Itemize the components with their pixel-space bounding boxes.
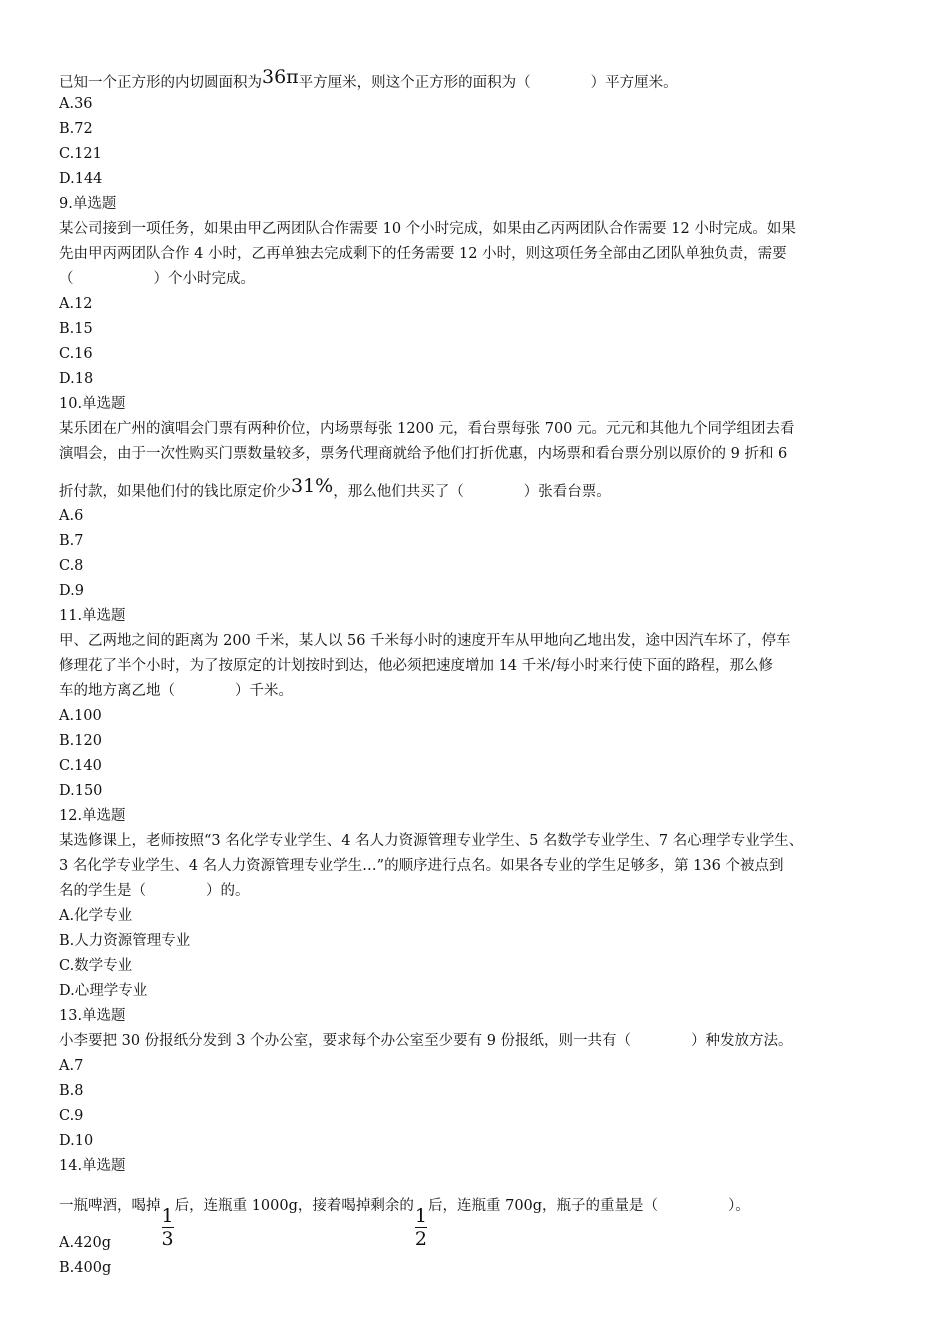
q11-option-d[interactable]: D.150 [59, 783, 103, 799]
fraction-numerator: 1 [161, 1205, 174, 1227]
fraction-one-third [162, 1206, 174, 1249]
q9-option-c[interactable]: C.16 [59, 346, 93, 362]
q14-option-b[interactable]: B.400g [59, 1260, 112, 1276]
q14-stem-text: 一瓶啤酒，喝掉 [59, 1198, 161, 1214]
q9-option-b[interactable]: B.15 [59, 321, 93, 337]
q12-option-c[interactable]: C.数学专业 [59, 958, 133, 974]
question-page [59, 62, 899, 1281]
q9-stem-line-2: 先由甲丙两团队合作 4 小时，乙再单独去完成剩下的任务需要 12 小时，则这项任务全部由乙团队单独负责，需要 [59, 246, 787, 262]
q12-stem-line-1: 某选修课上，老师按照“3 名化学专业学生、4 名人力资源管理专业学生、5 名数学专业学生、7 名心理学专业学生、 [59, 833, 804, 849]
q9-option-a[interactable]: A.12 [59, 296, 93, 312]
q14-stem-text-2: 后，连瓶重 1000g，接着喝掉剩余的 [174, 1198, 414, 1214]
q12-option-a[interactable]: A.化学专业 [59, 908, 133, 924]
q12-option-d[interactable]: D.心理学专业 [59, 983, 148, 999]
q8-option-b[interactable]: B.72 [59, 121, 93, 137]
q13-title: 13.单选题 [59, 1008, 126, 1024]
q10-option-a[interactable]: A.6 [59, 508, 84, 524]
q10-stem-text: 折付款，如果他们付的钱比原定价少 [59, 484, 291, 500]
q8-option-d[interactable]: D.144 [59, 171, 103, 187]
q10-stem-text-2: ，那么他们共买了（ [333, 484, 464, 500]
q11-stem-line-2: 修理花了半个小时，为了按原定的计划按时到达，他必须把速度增加 14 千米/每小时来行使下面的路程，那么修 [59, 658, 774, 674]
q10-stem-line-2: 演唱会，由于一次性购买门票数量较多，票务代理商就给予他们打折优惠，内场票和看台票分别以原价的 9 折和 6 [59, 446, 788, 462]
q9-stem-line-3 [59, 267, 899, 292]
q8-stem-text-3: ）平方厘米。 [590, 75, 678, 91]
q9-stem-line-1: 某公司接到一项任务，如果由甲乙两团队合作需要 10 个小时完成，如果由乙丙两团队合作需要 12 小时完成。如果 [59, 221, 796, 237]
q13-option-d[interactable]: D.10 [59, 1133, 94, 1149]
fraction-numerator: 1 [414, 1205, 427, 1227]
q11-stem-line-3 [59, 679, 899, 704]
q8-stem [59, 62, 899, 92]
q10-stem-line-3 [59, 467, 899, 504]
q9-title: 9.单选题 [59, 196, 117, 212]
q14-stem-text-3: 后，连瓶重 700g，瓶子的重量是（ [427, 1198, 659, 1214]
q11-stem-text-2: ）千米。 [235, 683, 293, 699]
q10-option-b[interactable]: B.7 [59, 533, 84, 549]
q10-stem-text-3: ）张看台票。 [523, 484, 611, 500]
q10-stem-line-1: 某乐团在广州的演唱会门票有两种价位，内场票每张 1200 元，看台票每张 700 元。元元和其他九个同学组团去看 [59, 421, 795, 437]
q11-stem-text: 车的地方离乙地（ [59, 683, 175, 699]
q11-option-a[interactable]: A.100 [59, 708, 102, 724]
q10-math: 31% [291, 475, 334, 497]
q14-title: 14.单选题 [59, 1158, 126, 1174]
q13-option-c[interactable]: C.9 [59, 1108, 84, 1124]
q12-stem-line-3 [59, 879, 899, 904]
q11-title: 11.单选题 [59, 608, 126, 624]
q8-option-a[interactable]: A.36 [59, 96, 93, 112]
q8-option-c[interactable]: C.121 [59, 146, 102, 162]
q9-option-d[interactable]: D.18 [59, 371, 94, 387]
q10-option-c[interactable]: C.8 [59, 558, 84, 574]
q13-option-b[interactable]: B.8 [59, 1083, 84, 1099]
q11-option-b[interactable]: B.120 [59, 733, 102, 749]
q11-stem-line-1: 甲、乙两地之间的距离为 200 千米，某人以 56 千米每小时的速度开车从甲地向乙地出发，途中因汽车坏了，停车 [59, 633, 791, 649]
fraction-one-half [415, 1206, 427, 1249]
q12-stem-text: 名的学生是（ [59, 883, 146, 899]
q12-option-b[interactable]: B.人力资源管理专业 [59, 933, 191, 949]
q12-stem-text-2: ）的。 [206, 883, 250, 899]
q13-stem-text-2: ）种发放方法。 [691, 1033, 793, 1049]
q12-stem-line-2: 3 名化学专业学生、4 名人力资源管理专业学生…”的顺序进行点名。如果各专业的学生足够多，第 136 个被点到 [59, 858, 784, 874]
q13-stem [59, 1029, 899, 1054]
q10-title: 10.单选题 [59, 396, 126, 412]
fraction-denominator: 2 [414, 1228, 427, 1250]
q12-title: 12.单选题 [59, 808, 126, 824]
q14-option-a[interactable]: A.420g [59, 1235, 112, 1251]
q9-stem-text: （ [59, 271, 74, 287]
q10-option-d[interactable]: D.9 [59, 583, 84, 599]
q8-stem-text-2: 平方厘米，则这个正方形的面积为（ [298, 75, 531, 91]
q8-stem-text: 已知一个正方形的内切圆面积为 [59, 75, 262, 91]
q13-option-a[interactable]: A.7 [59, 1058, 84, 1074]
q13-stem-text: 小李要把 30 份报纸分发到 3 个办公室，要求每个办公室至少要有 9 份报纸，则一共有（ [59, 1033, 632, 1049]
fraction-denominator: 3 [161, 1228, 174, 1250]
q8-math: 36π [262, 66, 299, 88]
q14-stem-text-4: ）。 [728, 1198, 750, 1214]
q11-option-c[interactable]: C.140 [59, 758, 102, 774]
q9-stem-text-2: ）个小时完成。 [153, 271, 255, 287]
